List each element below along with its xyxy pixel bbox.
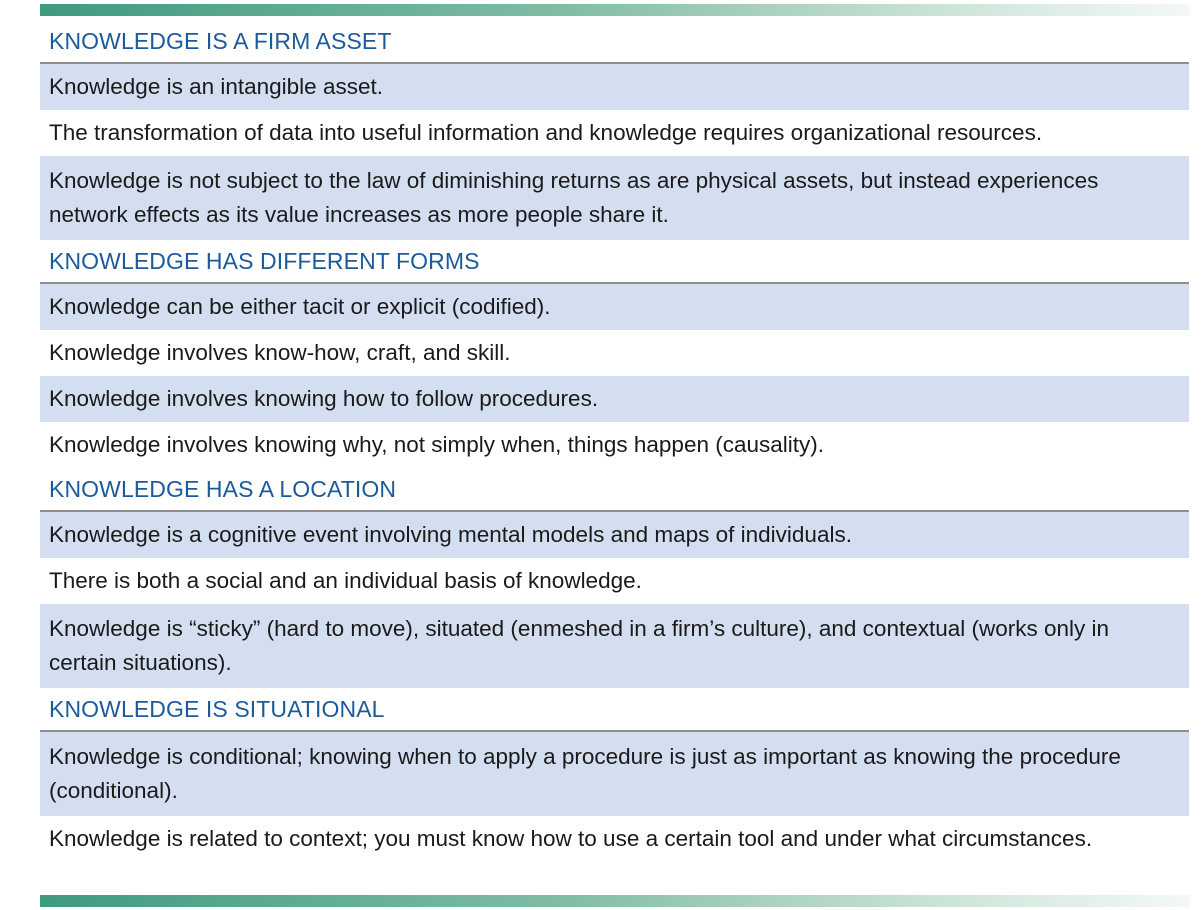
table-row: Knowledge is a cognitive event involving mental models and maps of individuals.	[40, 512, 1189, 558]
section-heading: KNOWLEDGE HAS A LOCATION	[40, 468, 1189, 512]
section-heading: KNOWLEDGE IS SITUATIONAL	[40, 688, 1189, 732]
table-row: Knowledge is not subject to the law of diminishing returns as are physical assets, but instead experiences network effects as its value increases as more people share it.	[40, 156, 1189, 240]
section-heading: KNOWLEDGE IS A FIRM ASSET	[40, 20, 1189, 64]
table-row: Knowledge is an intangible asset.	[40, 64, 1189, 110]
table-row: Knowledge involves know-how, craft, and skill.	[49, 340, 511, 365]
table-row: Knowledge involves knowing how to follow procedures.	[40, 376, 1189, 422]
table-row: Knowledge can be either tacit or explicit (codified).	[40, 284, 1189, 330]
table-row: Knowledge is “sticky” (hard to move), situated (enmeshed in a firm’s culture), and contextual (works only in certain situations).	[40, 604, 1189, 688]
table-row: Knowledge involves knowing why, not simply when, things happen (causality).	[49, 432, 824, 457]
bottom-accent-bar	[40, 895, 1190, 907]
top-accent-bar	[40, 4, 1190, 16]
table-row: Knowledge is related to context; you must know how to use a certain tool and under what circumstances.	[49, 826, 1093, 851]
table-row: There is both a social and an individual basis of knowledge.	[49, 568, 642, 593]
knowledge-table	[40, 20, 1189, 862]
table-row: The transformation of data into useful information and knowledge requires organizational resources.	[49, 120, 1043, 145]
section-heading: KNOWLEDGE HAS DIFFERENT FORMS	[40, 240, 1189, 284]
table-row: Knowledge is conditional; knowing when to apply a procedure is just as important as knowing the procedure (conditional).	[40, 732, 1189, 816]
